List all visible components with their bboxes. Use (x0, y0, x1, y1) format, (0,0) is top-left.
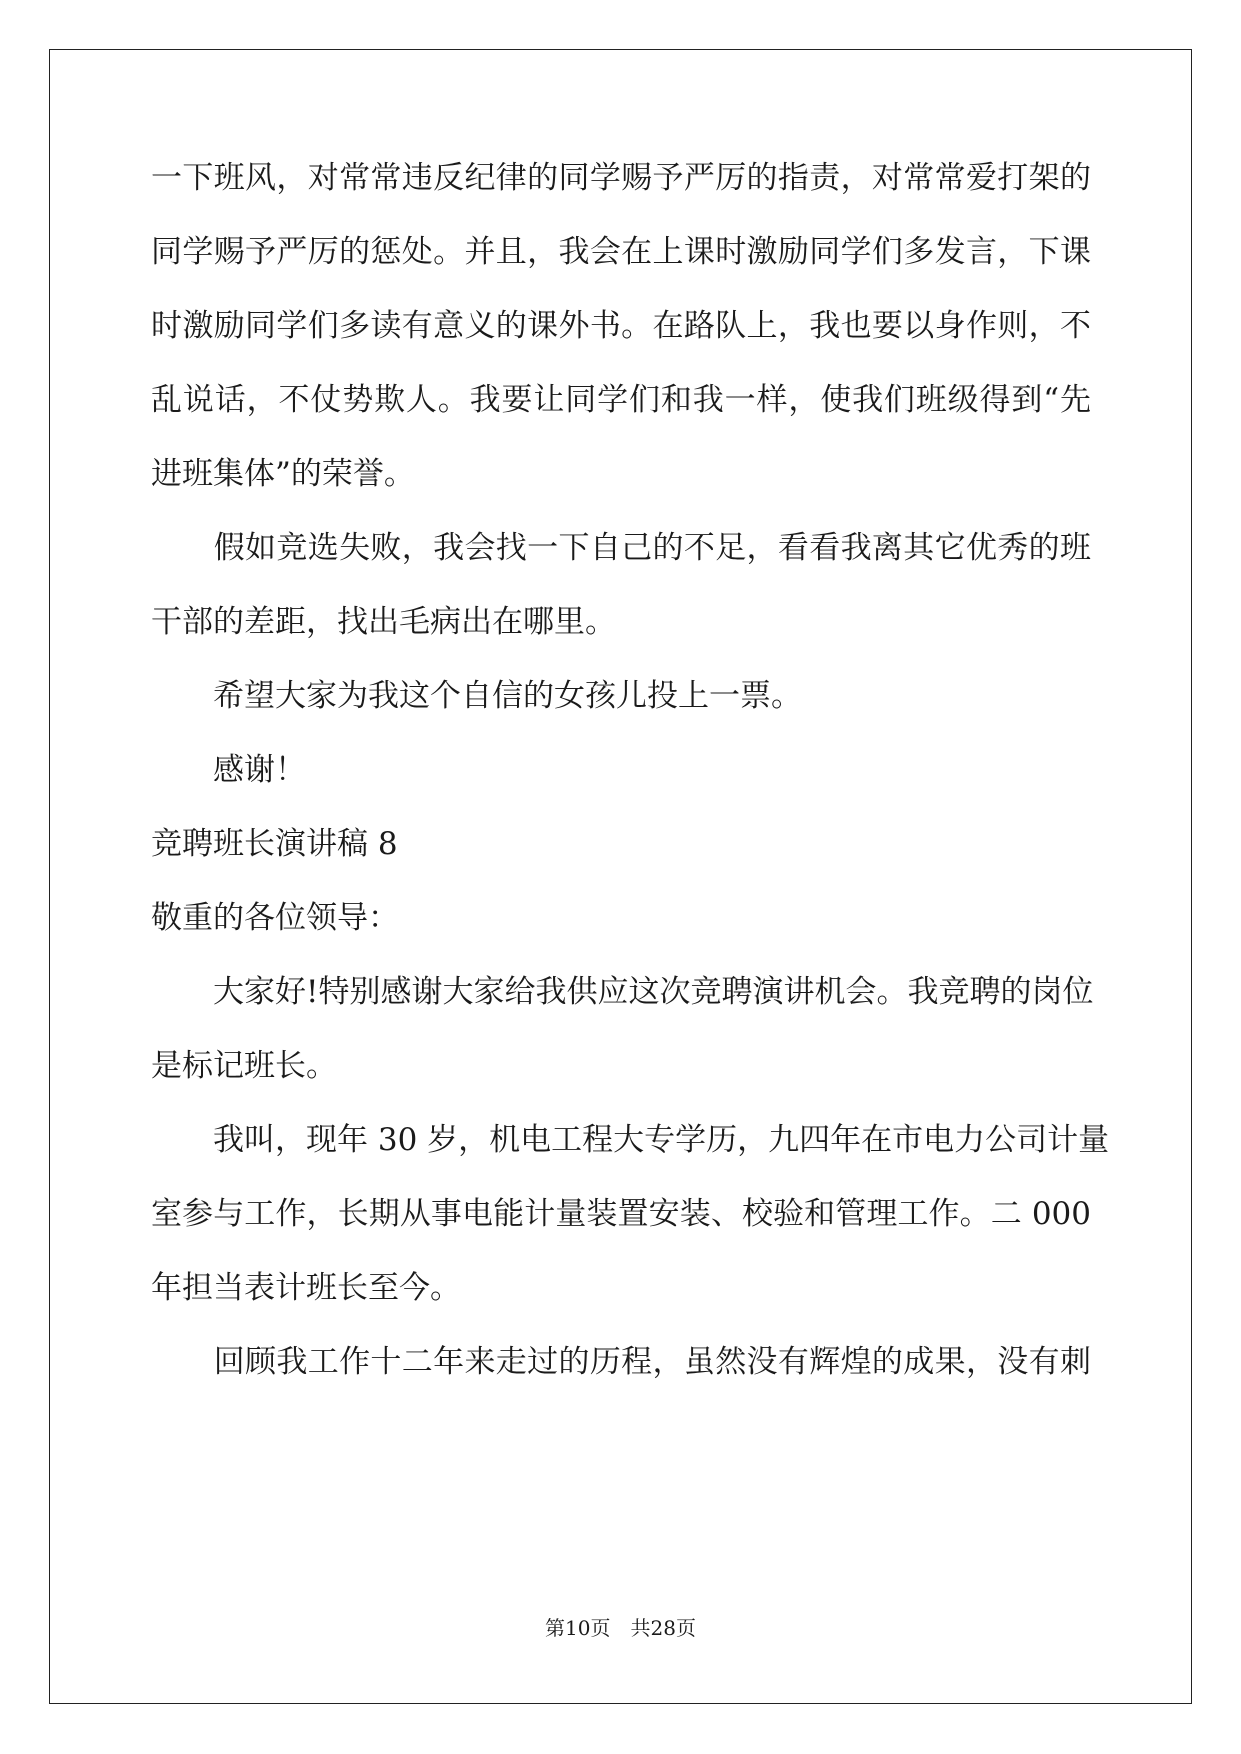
text-line: 假如竞选失败，我会找一下自己的不足，看看我离其它优秀的班 (151, 530, 1091, 566)
text-line: 同学赐予严厉的惩处。并且，我会在上课时激励同学们多发言，下课 (151, 234, 1091, 270)
text-line: 感谢！ (151, 752, 306, 788)
section-heading: 竞聘班长演讲稿 8 (151, 826, 398, 862)
text-line: 进班集体”的荣誉。 (151, 456, 415, 492)
text-line: 乱说话，不仗势欺人。我要让同学们和我一样，使我们班级得到“先 (151, 382, 1091, 418)
text-line: 时激励同学们多读有意义的课外书。在路队上，我也要以身作则，不 (151, 308, 1091, 344)
text-line: 我叫，现年 30 岁，机电工程大专学历，九四年在市电力公司计量 (151, 1122, 1110, 1158)
salutation: 敬重的各位领导： (151, 900, 399, 936)
text-line: 大家好!特别感谢大家给我供应这次竞聘演讲机会。我竞聘的岗位 (151, 974, 1094, 1010)
text-line: 回顾我工作十二年来走过的历程，虽然没有辉煌的成果，没有刺 (151, 1344, 1091, 1380)
page-number-footer: 第10页 共28页 (545, 1616, 696, 1640)
text-line: 希望大家为我这个自信的女孩儿投上一票。 (151, 678, 802, 714)
text-line: 一下班风，对常常违反纪律的同学赐予严厉的指责，对常常爱打架的 (151, 160, 1091, 196)
text-line: 年担当表计班长至今。 (151, 1270, 461, 1306)
page-border (49, 49, 1192, 1704)
text-line: 是标记班长。 (151, 1048, 337, 1084)
text-line: 干部的差距，找出毛病出在哪里。 (151, 604, 616, 640)
text-line: 室参与工作，长期从事电能计量装置安装、校验和管理工作。二 000 (151, 1196, 1091, 1232)
